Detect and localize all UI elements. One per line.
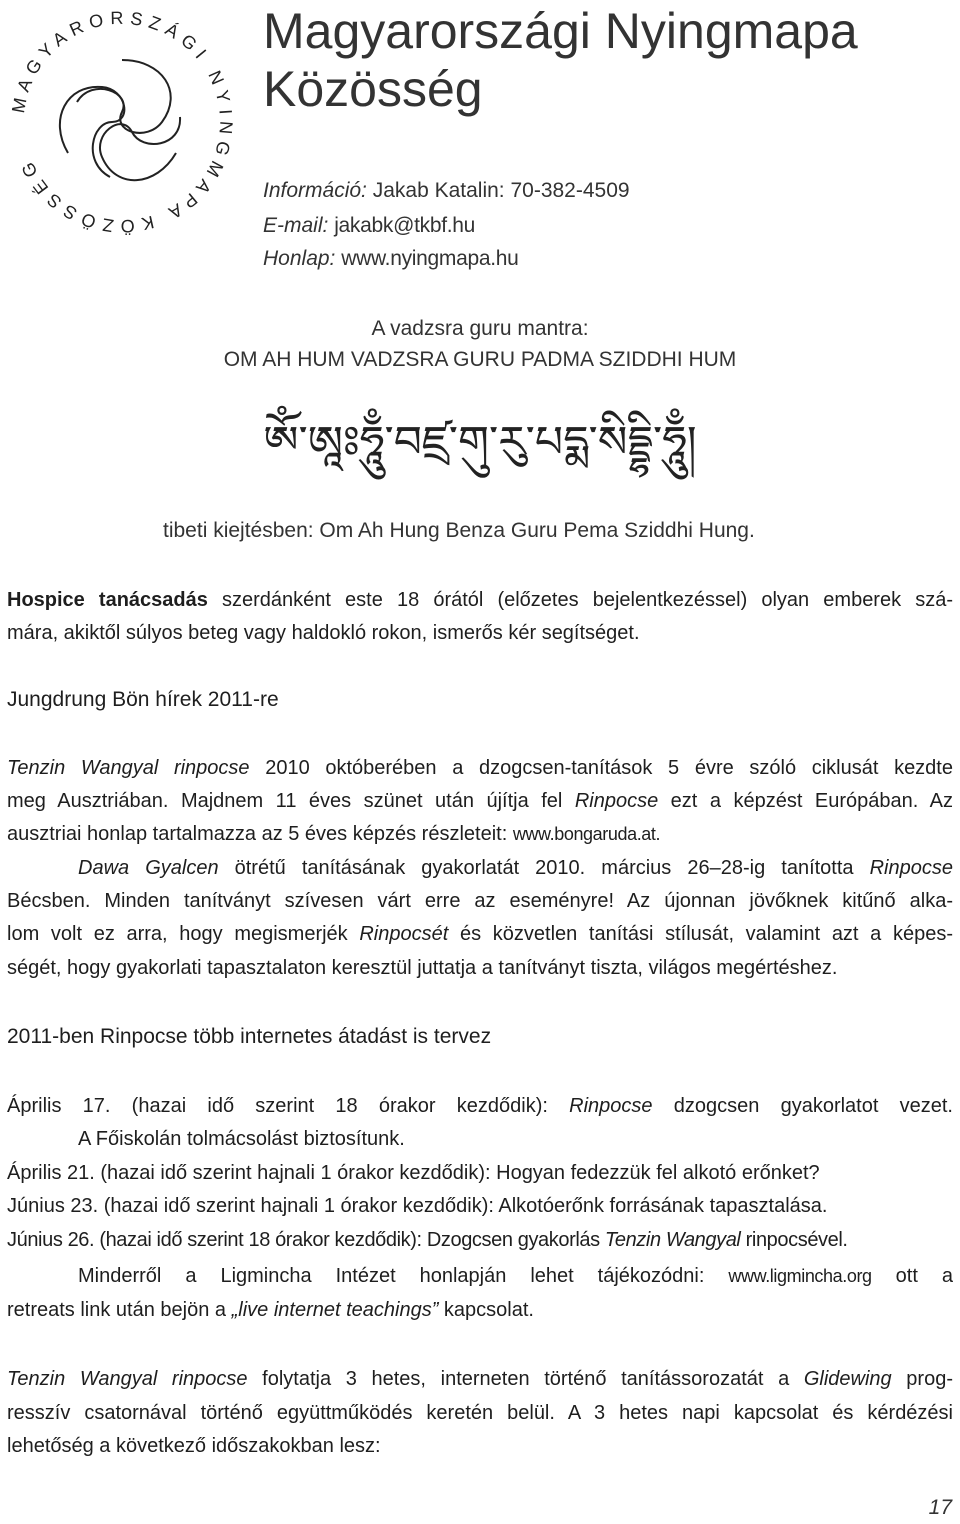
title-line-2: Közösség <box>263 61 483 117</box>
retreats-line-a: retreats link után bejön a <box>7 1299 232 1321</box>
event-4-b: rinpocsével. <box>740 1229 848 1251</box>
web-value: www.nyingmapa.hu <box>341 247 519 270</box>
bon-line-3 <box>7 819 953 849</box>
bongaruda-link[interactable]: www.bongaruda.at. <box>512 824 661 844</box>
page-title <box>263 2 858 118</box>
glidewing-line-1-b: prog- <box>891 1368 954 1390</box>
contact-email <box>263 213 475 239</box>
retreats-line <box>7 1295 953 1325</box>
event-2: Április 21. (hazai idő szerint hajnali 1 órakor kezdődik): Hogyan fedezzük fel alkotó erőnket? <box>7 1162 820 1184</box>
logo-ring-text: MAGYARORSZÁGI NYINGMAPA KÖZÖSSÉG <box>8 7 237 237</box>
hospice-line-1-text: szerdánként este 18 órától (előzetes bejelentkezéssel) olyan emberek szá- <box>207 589 953 611</box>
event-1-b: dzogcsen gyakorlatot vezet. <box>652 1095 953 1117</box>
bon-line-6-a: lom volt ez arra, hogy megismerjék <box>7 923 360 945</box>
tibetan-mantra-text: ཨོཾ་ཨཱཿཧཱུྃ་བཛྲ་གུ་རུ་པདྨ་སིདྡྷི་ཧཱུྃ། <box>263 417 697 468</box>
email-value: jakabk@tkbf.hu <box>334 214 476 237</box>
internet-heading: 2011-ben Rinpocse több internetes átadást is tervez <box>7 1025 492 1048</box>
web-label: Honlap: <box>263 247 336 270</box>
event-1-italic: Rinpocse <box>569 1095 653 1117</box>
hospice-line-2: mára, akiktől súlyos beteg vagy haldokló rokon, ismerős kér segítséget. <box>7 622 640 644</box>
bon-line-1-text: 2010 októberében a dzogcsen-tanítások 5 évre szóló ciklusát kezdte <box>249 757 953 779</box>
bon-line-1-italic: Tenzin Wangyal rinpocse <box>7 757 250 779</box>
contact-web <box>263 246 519 272</box>
ligmincha-line-a: Minderről a Ligmincha Intézet honlapján lehet tájékozódni: <box>78 1265 729 1287</box>
email-label: E-mail: <box>263 214 329 237</box>
bon-line-6-b: és közvetlen tanítási stílusát, valamint azt a képes- <box>448 923 953 945</box>
ligmincha-line <box>78 1261 953 1291</box>
bon-line-2-a: meg Ausztriában. Majdnem 11 éves szünet után újítja fel <box>7 790 575 812</box>
glidewing-line-1-italic: Tenzin Wangyal rinpocse <box>7 1368 248 1390</box>
bon-line-6-italic: Rinpocsét <box>359 923 449 945</box>
bon-line-4-italic: Dawa Gyalcen <box>78 857 219 879</box>
glidewing-line-2: resszív csatornával történő együttműködés keretén belül. A 3 hetes napi kapcsolat és kérdézési <box>7 1402 953 1424</box>
glidewing-line-1 <box>7 1364 953 1394</box>
retreats-line-b: kapcsolat. <box>438 1299 534 1321</box>
mantra-pronunciation: tibeti kiejtésben: Om Ah Hung Benza Guru Pema Sziddhi Hung. <box>163 519 755 542</box>
community-logo <box>4 4 240 240</box>
contact-info <box>263 178 630 204</box>
hospice-line-1 <box>7 585 953 615</box>
event-1 <box>7 1091 953 1121</box>
retreats-line-italic: „live internet teachings” <box>231 1299 439 1321</box>
event-4-italic: Tenzin Wangyal <box>604 1229 741 1251</box>
event-1-note: A Főiskolán tolmácsolást biztosítunk. <box>78 1128 405 1150</box>
event-4 <box>7 1225 953 1255</box>
tibetan-mantra <box>240 385 720 505</box>
ligmincha-link[interactable]: www.ligmincha.org <box>728 1266 872 1286</box>
bon-line-2-italic: Rinpocse <box>574 790 659 812</box>
bon-line-4 <box>78 853 953 883</box>
bon-line-3-a: ausztriai honlap tartalmazza az 5 éves képzés részleteit: <box>7 823 513 845</box>
bon-line-7: ségét, hogy gyakorlati tapasztalaton keresztül juttatja a tanítványt tiszta, világos megértéshez. <box>7 957 838 979</box>
glidewing-line-1-italic-2: Glidewing <box>803 1368 892 1390</box>
info-label: Információ: <box>263 179 367 202</box>
bon-line-6 <box>7 919 953 949</box>
bon-line-5: Bécsben. Minden tanítványt szívesen várt erre az eseményre! Az újonnan jövőknek kitűnő alka- <box>7 890 953 912</box>
bon-line-2 <box>7 786 953 816</box>
bon-line-1 <box>7 753 953 783</box>
bon-line-4-italic-2: Rinpocse <box>869 857 953 879</box>
bon-news-heading: Jungdrung Bön hírek 2011-re <box>7 688 279 711</box>
event-4-a: Június 26. (hazai idő szerint 18 órakor kezdődik): Dzogcsen gyakorlás <box>7 1229 605 1251</box>
title-line-1: Magyarországi Nyingmapa <box>263 3 858 59</box>
event-1-a: Április 17. (hazai idő szerint 18 órakor kezdődik): <box>7 1095 570 1117</box>
hospice-bold: Hospice tanácsadás <box>7 589 208 611</box>
mantra-heading: A vadzsra guru mantra: <box>371 317 589 340</box>
info-value: Jakab Katalin: 70-382-4509 <box>372 179 630 202</box>
glidewing-line-3: lehetőség a következő időszakokban lesz: <box>7 1435 381 1457</box>
bon-line-4-a: ötrétű tanításának gyakorlatát 2010. március 26–28-ig tanította <box>218 857 870 879</box>
ligmincha-line-b: ott a <box>871 1265 953 1287</box>
gakyil-swirl-icon <box>60 60 180 180</box>
page-number: 17 <box>928 1496 952 1519</box>
bon-line-2-b: ezt a képzést Európában. Az <box>658 790 954 812</box>
mantra-text: OM AH HUM VADZSRA GURU PADMA SZIDDHI HUM <box>223 348 737 371</box>
event-3: Június 23. (hazai idő szerint hajnali 1 órakor kezdődik): Alkotóerőnk forrásának tapasztalása. <box>7 1195 828 1217</box>
svg-text:MAGYARORSZÁGI NYINGMAPA KÖZÖSS <box>8 8 236 236</box>
glidewing-line-1-a: folytatja 3 hetes, interneten történő tanítássorozatát a <box>247 1368 804 1390</box>
